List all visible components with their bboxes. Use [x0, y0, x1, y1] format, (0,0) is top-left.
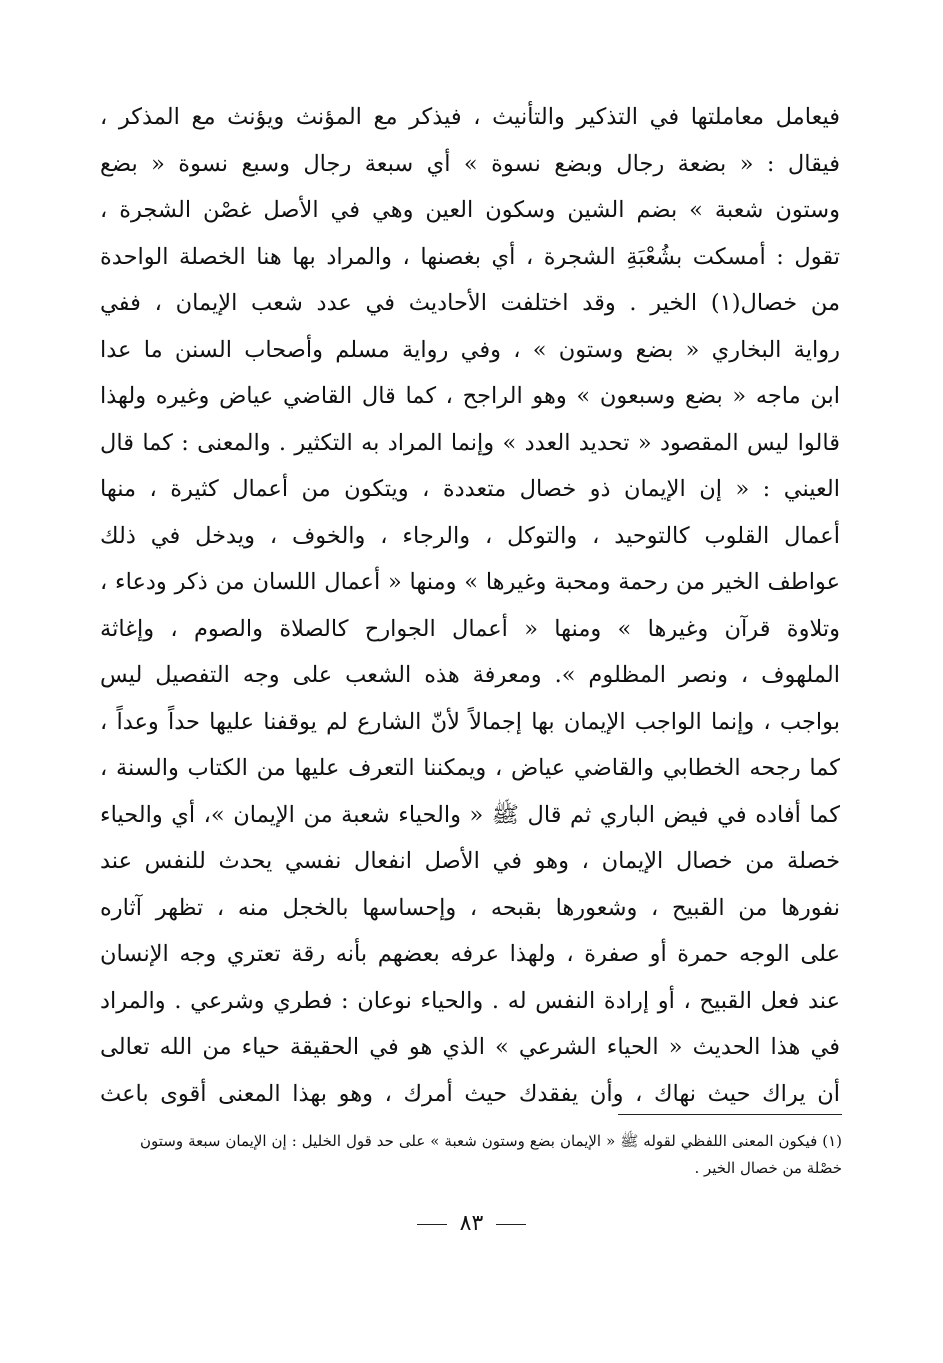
- text-line: رواية البخاري « بضع وستون » ، وفي رواية مسلم وأصحاب السنن ما عدا: [100, 336, 840, 363]
- text-line: في هذا الحديث « الحياء الشرعي » الذي هو في الحقيقة حياء من الله تعالى: [100, 1034, 840, 1060]
- text-line: كما أفاده في فيض الباري ثم قال ﷺ « والحياء شعبة من الإيمان »، أي والحياء: [100, 801, 840, 828]
- main-text-block: [100, 94, 840, 1117]
- text-line: أعمال القلوب كالتوحيد ، والتوكل ، والرجاء ، والخوف ، ويدخل في ذلك: [100, 522, 840, 549]
- text-line: من خصال(١) الخير . وقد اختلفت الأحاديث في عدد شعب الإيمان ، ففي: [100, 290, 840, 316]
- text-line: خصلة من خصال الإيمان ، وهو في الأصل انفعال نفسي يحدث للنفس عند: [100, 848, 840, 874]
- page-number: [0, 1204, 943, 1244]
- text-line: قالوا ليس المقصود « تحديد العدد » وإنما المراد به التكثير . والمعنى : كما قال: [100, 429, 840, 456]
- text-line: أن يراك حيث نهاك ، وأن يفقدك حيث أمرك ، وهو بهذا المعنى أقوى باعث: [100, 1080, 840, 1107]
- text-line: وتلاوة قرآن وغيرها » ومنها « أعمال الجوارح كالصلاة والصوم ، وإغاثة: [100, 615, 840, 642]
- page-number-dash: [417, 1224, 447, 1225]
- text-line: ابن ماجه « بضع وسبعون » وهو الراجح ، كما قال القاضي عياض وغيره ولهذا: [100, 383, 840, 409]
- page-number-dash: [496, 1224, 526, 1225]
- text-line: فيقال : « بضعة رجال وبضع نسوة » أي سبعة رجال وسبع نسوة « بضع: [100, 150, 840, 177]
- footnote-line: (١) فيكون المعنى اللفظي لقوله ﷺ « الإيمان بضع وستون شعبة » على حد قول الخليل : إن الإيمان سبعة وستون: [140, 1132, 842, 1150]
- text-line: وستون شعبة » بضم الشين وسكون العين وهي في الأصل غصْن الشجرة ،: [100, 197, 840, 223]
- text-line: على الوجه حمرة أو صفرة ، ولهذا عرفه بعضهم بأنه رقة تعتري وجه الإنسان: [100, 941, 840, 967]
- footnote-block: [140, 1128, 842, 1182]
- text-line: العيني : « إن الإيمان ذو خصال متعددة ، ويتكون من أعمال كثيرة ، منها: [100, 476, 840, 502]
- text-line: بواجب ، وإنما الواجب الإيمان بها إجمالاً لأنّ الشارع لم يوقفنا عليها حداً وعداً ،: [100, 708, 840, 735]
- text-line: تقول : أمسكت بشُعْبَةِ الشجرة ، أي بغصنها ، والمراد بها هنا الخصلة الواحدة: [100, 243, 840, 270]
- text-line: نفورها من القبيح ، وشعورها بقبحه ، وإحساسها بالخجل منه ، تظهر آثاره: [100, 894, 840, 921]
- footnote-line: خصْلة من خصال الخير .: [694, 1159, 842, 1177]
- page-number-value: ٨٣: [459, 1211, 484, 1236]
- text-line: عند فعل القبيح ، أو إرادة النفس له . والحياء نوعان : فطري وشرعي . والمراد: [100, 987, 840, 1014]
- footnote-divider: [618, 1114, 842, 1115]
- text-line: عواطف الخير من رحمة ومحبة وغيرها » ومنها « أعمال اللسان من ذكر ودعاء ،: [100, 569, 840, 595]
- text-line: فيعامل معاملتها في التذكير والتأنيث ، فيذكر مع المؤنث ويؤنث مع المذكر ،: [100, 104, 840, 130]
- text-line: الملهوف ، ونصر المظلوم ». ومعرفة هذه الشعب على وجه التفصيل ليس: [100, 662, 840, 688]
- text-line: كما رجحه الخطابي والقاضي عياض ، ويمكننا التعرف عليها من الكتاب والسنة ،: [100, 755, 840, 781]
